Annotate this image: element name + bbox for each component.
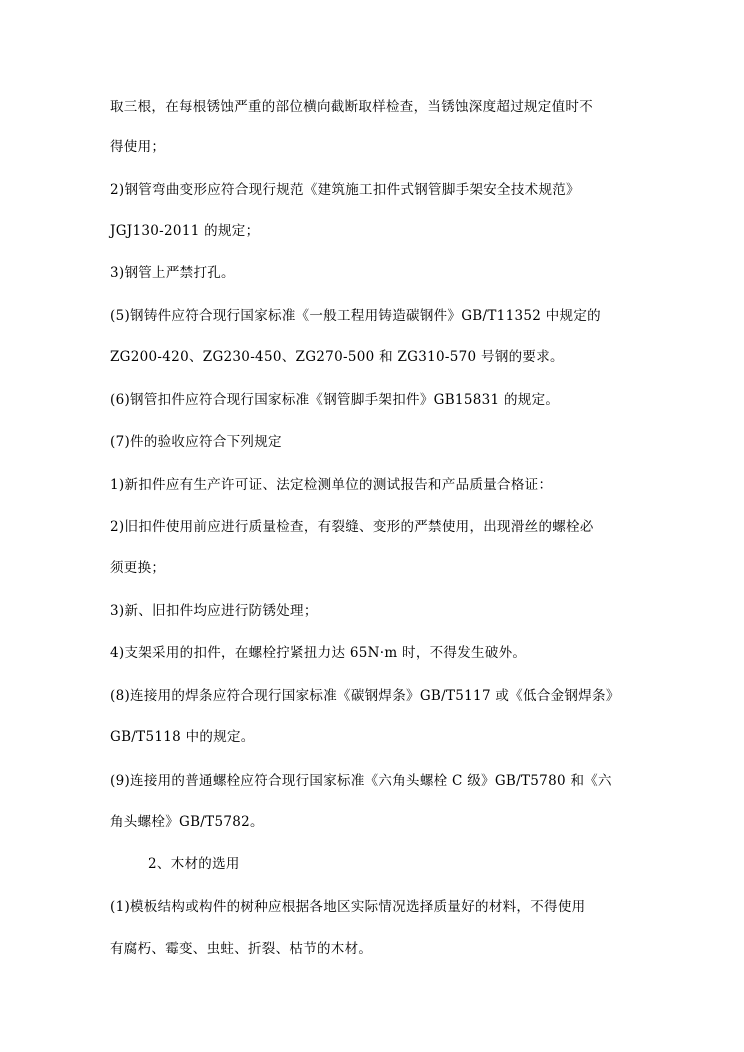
text-line-4: JGJ130-2011 的规定； bbox=[110, 223, 260, 239]
text-line-2: 得使用； bbox=[110, 139, 166, 155]
text-line-5: 3)钢管上严禁打孔。 bbox=[110, 265, 235, 281]
text-line-1: 取三根，在每根锈蚀严重的部位横向截断取样检查，当锈蚀深度超过规定值时不 bbox=[110, 99, 593, 115]
text-line-9: (7)件的验收应符合下列规定 bbox=[110, 434, 282, 450]
text-line-17: (9)连接用的普通螺栓应符合现行国家标准《六角头螺栓 C 级》GB/T5780 和《六 bbox=[110, 773, 612, 789]
text-line-18: 角头螺栓》GB/T5782。 bbox=[110, 814, 264, 830]
text-line-21: 有腐朽、霉变、虫蛀、折裂、枯节的木材。 bbox=[110, 941, 373, 957]
text-line-10: 1)新扣件应有生产许可证、法定检测单位的测试报告和产品质量合格证： bbox=[110, 477, 553, 493]
text-line-20: (1)模板结构或构件的树种应根据各地区实际情况选择质量好的材料，不得使用 bbox=[110, 899, 586, 915]
text-line-12: 须更换； bbox=[110, 560, 166, 576]
text-line-8: (6)钢管扣件应符合现行国家标准《钢管脚手架扣件》GB15831 的规定。 bbox=[110, 392, 560, 408]
text-line-6: (5)钢铸件应符合现行国家标准《一般工程用铸造碳钢件》GB/T11352 中规定的 bbox=[110, 308, 601, 324]
text-line-3: 2)钢管弯曲变形应符合现行规范《建筑施工扣件式钢管脚手架安全技术规范》 bbox=[110, 182, 580, 198]
text-line-11: 2)旧扣件使用前应进行质量检查，有裂缝、变形的严禁使用，出现滑丝的螺栓必 bbox=[110, 519, 594, 535]
text-line-16: GB/T5118 中的规定。 bbox=[110, 729, 255, 745]
text-line-7: ZG200-420、ZG230-450、ZG270-500 和 ZG310-570 号钢的要求。 bbox=[110, 349, 564, 365]
section-heading: 2、木材的选用 bbox=[148, 856, 240, 872]
text-line-14: 4)支架采用的扣件，在螺栓拧紧扭力达 65N·m 时，不得发生破外。 bbox=[110, 645, 527, 661]
text-line-13: 3)新、旧扣件均应进行防锈处理； bbox=[110, 603, 318, 619]
text-line-15: (8)连接用的焊条应符合现行国家标准《碳钢焊条》GB/T5117 或《低合金钢焊条》 bbox=[110, 688, 620, 704]
